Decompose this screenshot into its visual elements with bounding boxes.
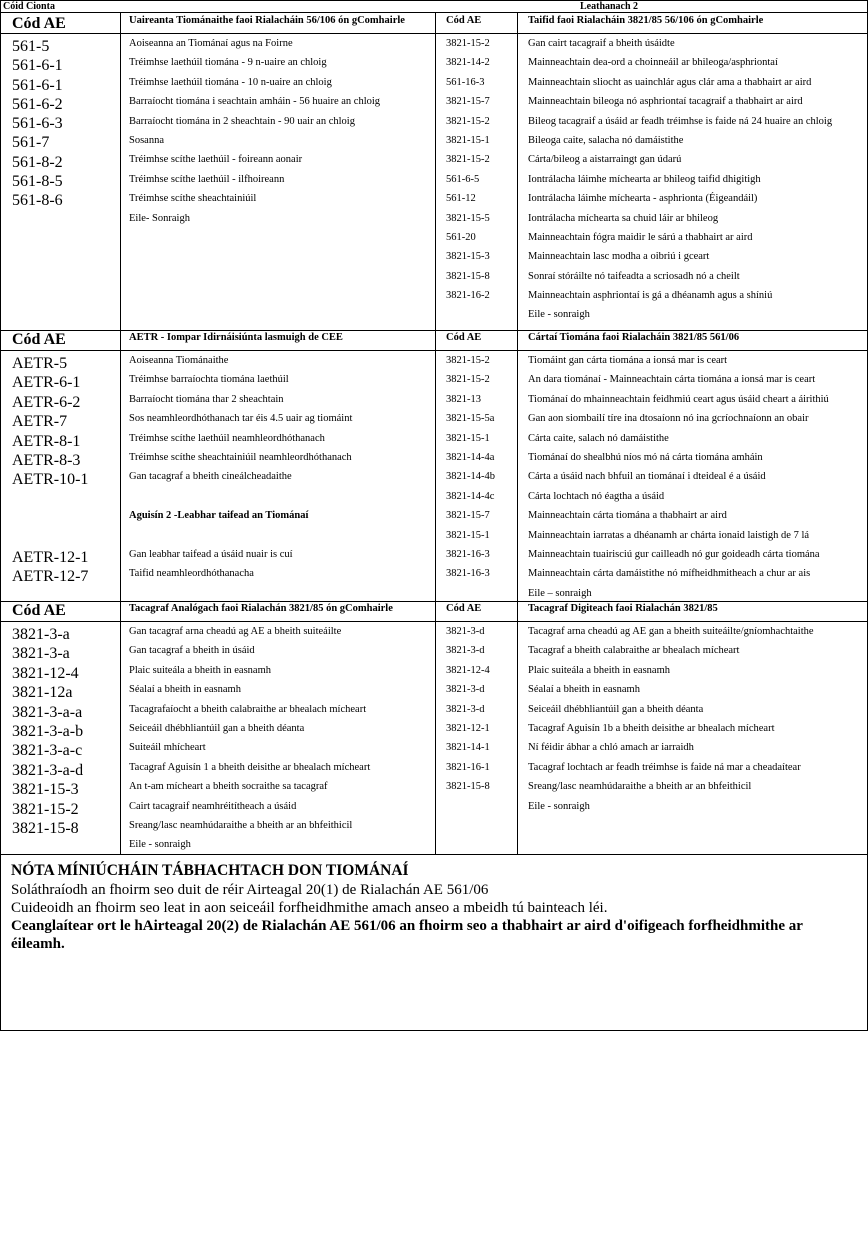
code-item: 561-8-2: [12, 153, 63, 171]
code-item: 3821-15-2: [446, 115, 490, 127]
offence-description: Tacagrafaíocht a bheith calabraithe ar bhealach mícheart: [129, 703, 367, 715]
code-item: 3821-16-2: [446, 290, 490, 302]
code-header: Cód AE: [446, 332, 482, 343]
code-item: 561-6-2: [12, 95, 63, 113]
offence-description: An t-am mícheart a bheith socraithe sa tacagraf: [129, 781, 328, 793]
appendix-heading: Aguisín 2 -Leabhar taifead an Tiománaí: [129, 510, 309, 522]
section-title: Uaireanta Tiománaithe faoi Rialacháin 56/106 ón gComhairle: [129, 15, 405, 26]
offence-description: Tréimhse scíthe sheachtainiúil neamhleordhóthanach: [129, 451, 352, 463]
offence-description: Gan tacagraf a bheith cineálcheadaithe: [129, 471, 292, 483]
column-divider: [435, 330, 436, 601]
offence-description: Plaic suiteála a bheith in easnamh: [528, 664, 670, 676]
code-list: [12, 625, 83, 838]
description-list: [528, 622, 814, 816]
offence-description: Tiománaí do shealbhú níos mó ná cárta tiomána amháin: [528, 451, 763, 463]
offence-description: Mainneachtain cárta damáistithe nó mífheidhmitheach a chur ar ais: [528, 568, 811, 580]
offence-description: Cárta lochtach nó éagtha a úsáid: [528, 490, 665, 502]
note-line: Soláthraíodh an fhoirm seo duit de réir Airteagal 20(1) de Rialachán AE 561/06: [11, 882, 489, 898]
code-item: 3821-15-2: [446, 38, 490, 49]
code-item: 561-6-3: [12, 115, 63, 133]
offence-description: Mainneachtain sliocht as uainchlár agus clár ama a thabhairt ar aird: [528, 76, 812, 88]
code-item: 561-16-3: [446, 76, 485, 88]
section-title: Tacagraf Digiteach faoi Rialachán 3821/85: [528, 603, 718, 614]
offence-description: Tiomáint gan cárta tiomána a ionsá mar is ceart: [528, 355, 728, 366]
column-divider: [120, 13, 121, 330]
code-item: 3821-14-4c: [446, 490, 495, 502]
column-divider: [120, 330, 121, 601]
column-divider: [435, 13, 436, 330]
code-item: AETR-5: [12, 355, 68, 372]
section-title: Taifid faoi Rialacháin 3821/85 56/106 ón gComhairle: [528, 15, 764, 26]
code-item: 3821-14-4a: [446, 451, 495, 463]
offence-description: Cairt tacagraif neamhréitítheach a úsáid: [129, 800, 297, 812]
offence-description: Mainneachtain fógra maidir le sárú a thabhairt ar aird: [528, 231, 753, 243]
offence-description: Barraíocht tiomána thar 2 sheachtain: [129, 393, 284, 405]
code-item: 3821-15-5a: [446, 413, 495, 425]
code-item: 3821-3-a: [12, 626, 70, 643]
header-page-number: Leathanach 2: [580, 1, 639, 12]
offence-description: Barraíocht tiomána in 2 sheachtain - 90 uair an chloig: [129, 115, 355, 127]
code-list: [12, 37, 63, 211]
code-header: Cód AE: [12, 15, 66, 32]
column-divider: [517, 13, 518, 330]
offence-description: Gan aon siombailí tíre ina dtosaíonn nó ina gcríochnaíonn an obair: [528, 413, 809, 425]
offence-description: Barraíocht tiomána i seachtain amháin - 56 huaire an chloig: [129, 96, 381, 108]
description-list: [528, 34, 832, 325]
code-item: 3821-15-3: [446, 251, 490, 263]
offence-description: [129, 487, 352, 506]
offence-description: Plaic suiteála a bheith in easnamh: [129, 664, 271, 676]
code-item: 3821-15-5: [446, 212, 490, 224]
code-item: 3821-15-2: [446, 355, 490, 366]
code-item: 3821-15-8: [12, 819, 79, 837]
description-list: [528, 351, 829, 603]
offence-description: Sosanna: [129, 134, 164, 146]
offence-description: Sreang/lasc neamhúdaraithe a bheith ar an bhfeithicil: [528, 781, 752, 793]
offence-description: Tacagraf arna cheadú ag AE gan a bheith suiteáilte/gníomhachtaithe: [528, 626, 814, 637]
offence-description: Iontrálacha láimhe míchearta ar bhileog taifid dhigitigh: [528, 173, 761, 185]
note-title: NÓTA MÍNIÚCHÁIN TÁBHACHTACH DON TIOMÁNAÍ: [11, 862, 409, 879]
note-requirement: Ceanglaítear ort le hAirteagal 20(2) de Rialachán AE 561/06 an fhoirm seo a thabhairt ar aird d'oifigeach forfheidhmithe ar éileamh.: [11, 918, 803, 952]
offence-description: Eile- Sonraigh: [129, 212, 190, 224]
code-item: AETR-12-1: [12, 548, 89, 566]
description-list: [129, 34, 380, 228]
offence-description: Taifid neamhleordhóthanacha: [129, 568, 254, 580]
offence-description: Tacagraf a bheith calabraithe ar bhealach mícheart: [528, 645, 740, 657]
offence-description: Eile - sonraigh: [528, 309, 590, 321]
offence-description: Mainneachtain iarratas a dhéanamh ar chárta ionaid laistigh de 7 lá: [528, 529, 810, 541]
code-item: 3821-12-1: [446, 722, 490, 734]
code-item: 561-20: [446, 231, 476, 243]
code-item: 3821-15-3: [12, 781, 79, 799]
code-item: 3821-12-4: [446, 664, 490, 676]
offence-description: Séalaí a bheith in easnamh: [528, 684, 640, 696]
code-item: 3821-13: [446, 393, 481, 405]
code-list: [446, 351, 495, 584]
code-item: 3821-14-2: [446, 57, 490, 69]
offence-description: Cárta/bileog a aistarraingt gan údarú: [528, 154, 682, 166]
code-item: AETR-6-2: [12, 393, 81, 411]
code-item: 3821-16-3: [446, 548, 490, 560]
section-title: Tacagraf Analógach faoi Rialachán 3821/85 ón gComhairle: [129, 603, 393, 614]
offence-description: Mainneachtain dea-ord a choinneáil ar bhileoga/asphriontaí: [528, 57, 778, 69]
code-item: AETR-10-1: [12, 471, 89, 489]
code-header: Cód AE: [12, 331, 66, 348]
offence-description: Tréimhse barraíochta tiomána laethúil: [129, 374, 289, 386]
offence-description: Aoiseanna Tiománaithe: [129, 355, 229, 366]
offence-description: Iontrálacha láimhe míchearta - asphrionta (Éigeandáil): [528, 193, 758, 205]
code-item: 3821-15-7: [446, 510, 490, 522]
code-item: 561-7: [12, 134, 50, 152]
offence-description: Tréimhse scíthe sheachtainiúil: [129, 193, 257, 205]
code-item: 3821-15-8: [446, 270, 490, 282]
section-driver-hours: [1, 13, 867, 331]
section-tachograph: [1, 601, 867, 855]
code-item: 3821-3-d: [446, 626, 485, 637]
code-item: 561-6-1: [12, 76, 63, 94]
column-divider: [517, 330, 518, 601]
offence-description: Tréimhse laethúil tiomána - 9 n-uaire an chloig: [129, 57, 327, 69]
column-divider: [120, 601, 121, 854]
offence-description: [129, 526, 352, 545]
code-item: 3821-3-d: [446, 703, 485, 715]
code-item: 561-5: [12, 38, 50, 55]
code-item: 3821-14-4b: [446, 471, 495, 483]
offence-description: Gan leabhar taifead a úsáid nuair is cuí: [129, 548, 293, 560]
section-aetr: [1, 330, 867, 602]
code-item: AETR-8-1: [12, 432, 81, 450]
offence-description: Tréimhse scíthe laethúil neamhleordhóthanach: [129, 432, 325, 444]
code-item: AETR-7: [12, 413, 68, 431]
offence-description: Sreang/lasc neamhúdaraithe a bheith ar an bhfeithicil: [129, 819, 353, 831]
code-header: Cód AE: [446, 15, 482, 26]
code-item: 561-12: [446, 193, 476, 205]
offence-description: Tréimhse laethúil tiomána - 10 n-uaire an chloig: [129, 76, 332, 88]
code-item: 3821-14-1: [446, 742, 490, 754]
section-title: Cártaí Tiomána faoi Rialacháin 3821/85 561/06: [528, 332, 740, 343]
code-list: [446, 622, 490, 797]
code-item: 3821-3-a-a: [12, 703, 83, 721]
code-item: 3821-15-7: [446, 96, 490, 108]
offence-description: Iontrálacha míchearta sa chuid láir ar bhileog: [528, 212, 719, 224]
offence-description: Tiománaí do mhainneachtain feidhmiú ceart agus úsáid cheart a áirithiú: [528, 393, 829, 405]
offence-description: Mainneachtain asphriontaí is gá a dhéanamh agus a shíniú: [528, 290, 773, 302]
code-item: [12, 490, 88, 509]
offence-description: Bileog tacagraif a úsáid ar feadh tréimhse is faide ná 24 huaire an chloig: [528, 115, 833, 127]
code-item: 3821-15-1: [446, 432, 490, 444]
offence-description: Aoiseanna an Tiománaí agus na Foirne: [129, 38, 293, 49]
code-item: [12, 529, 88, 548]
description-list: [129, 622, 370, 855]
offence-description: Cárta a úsáid nach bhfuil an tiománaí i dteideal é a úsáid: [528, 471, 766, 483]
code-item: 3821-16-3: [446, 568, 490, 580]
header-offence-codes: Cóid Cionta: [3, 1, 55, 12]
code-item: 3821-15-2: [12, 800, 79, 818]
code-item: 3821-15-2: [446, 374, 490, 386]
code-item: AETR-12-7: [12, 568, 89, 586]
column-divider: [517, 601, 518, 854]
code-header: Cód AE: [446, 603, 482, 614]
offence-description: Ní féidir ábhar a chló amach ar iarraidh: [528, 742, 694, 754]
offence-description: Mainneachtain cárta tiomána a thabhairt ar aird: [528, 510, 727, 522]
column-divider: [435, 601, 436, 854]
offence-description: Cárta caite, salach nó damáistithe: [528, 432, 669, 444]
offence-description: Tréimhse scíthe laethúil - ilfhoireann: [129, 173, 285, 185]
offence-description: Gan cairt tacagraif a bheith úsáidte: [528, 38, 675, 49]
code-item: [12, 509, 88, 528]
offence-description: Suiteáil mhícheart: [129, 742, 206, 754]
offence-description: Gan tacagraf arna cheadú ag AE a bheith suiteáilte: [129, 626, 342, 637]
offence-description: Eile - sonraigh: [129, 839, 191, 851]
offence-description: Gan tacagraf a bheith in úsáid: [129, 645, 255, 657]
offence-description: An dara tiománaí - Mainneachtain cárta tiomána a ionsá mar is ceart: [528, 374, 816, 386]
code-item: 3821-15-2: [446, 154, 490, 166]
offence-description: Mainneachtain tuairisciú gur cailleadh nó gur goideadh cárta tiomána: [528, 548, 820, 560]
code-item: 3821-3-a: [12, 645, 70, 663]
offence-description: Tréimhse scíthe laethúil - foireann aonair: [129, 154, 303, 166]
offence-description: Tacagraf Aguisín 1 a bheith deisithe ar bhealach mícheart: [129, 761, 371, 773]
code-item: 3821-3-d: [446, 645, 485, 657]
offence-description: Sos neamhleordhóthanach tar éis 4.5 uair ag tiomáint: [129, 413, 353, 425]
code-item: 3821-12-4: [12, 664, 79, 682]
code-item: 561-8-6: [12, 192, 63, 210]
code-list: [12, 354, 88, 587]
code-list: [446, 34, 490, 305]
code-item: 3821-15-8: [446, 781, 490, 793]
offence-description: Mainneachtain bileoga nó asphriontaí tacagraif a thabhairt ar aird: [528, 96, 803, 108]
code-item: 3821-12a: [12, 684, 73, 702]
offence-description: Tacagraf Aguisín 1b a bheith deisithe ar bhealach mícheart: [528, 722, 775, 734]
offence-description: Bileoga caite, salacha nó damáistithe: [528, 134, 684, 146]
code-item: 561-8-5: [12, 173, 63, 191]
code-header: Cód AE: [12, 602, 66, 619]
code-item: AETR-8-3: [12, 451, 81, 469]
code-item: 561-6-5: [446, 173, 480, 185]
offence-description: Seiceáil dhébhliantúil gan a bheith déanta: [528, 703, 704, 715]
code-item: 3821-16-1: [446, 761, 490, 773]
offence-description: Sonraí stóráilte nó taifeadta a scriosadh nó a cheilt: [528, 270, 740, 282]
description-list: [129, 351, 352, 584]
offence-description: Tacagraf lochtach ar feadh tréimhse is faide ná mar a cheadaítear: [528, 761, 801, 773]
code-item: AETR-6-1: [12, 374, 81, 392]
offence-description: Seiceáil dhébhliantúil gan a bheith déanta: [129, 722, 305, 734]
code-item: 3821-15-1: [446, 529, 490, 541]
explanatory-note: [11, 862, 856, 953]
offence-description: Eile - sonraigh: [528, 800, 590, 812]
code-item: 3821-15-1: [446, 134, 490, 146]
note-line: Cuideoidh an fhoirm seo leat in aon seiceáil forfheidhmithe amach anseo a mbeidh tú bainteach léi.: [11, 900, 608, 916]
offence-description: Mainneachtain lasc modha a oibriú i gceart: [528, 251, 710, 263]
code-item: 3821-3-a-c: [12, 742, 83, 760]
code-item: 3821-3-a-b: [12, 722, 84, 740]
offence-description: Eile – sonraigh: [528, 587, 592, 599]
code-item: 561-6-1: [12, 57, 63, 75]
section-title: AETR - Iompar Idirnáisiúnta lasmuigh de CEE: [129, 332, 343, 343]
code-item: 3821-3-d: [446, 684, 485, 696]
offence-description: Séalaí a bheith in easnamh: [129, 684, 241, 696]
code-item: 3821-3-a-d: [12, 761, 84, 779]
